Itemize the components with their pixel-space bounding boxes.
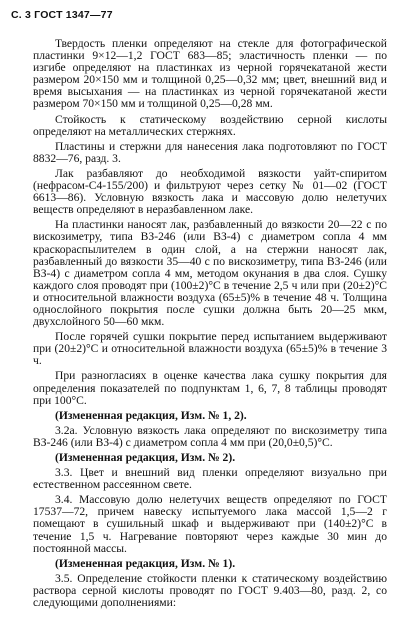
paragraph: 3.2а. Условную вязкость лака определяют по вискозиметру типа ВЗ-246 (или ВЗ-4) с диаметром сопла 4 мм при (20,0±0,5)°С.	[33, 423, 387, 449]
revision-note: (Измененная редакция, Изм. № 1).	[55, 556, 236, 570]
paragraph: Стойкость к статическому воздействию серной кислоты определяют на металлических стержнях.	[33, 112, 387, 138]
paragraph: 3.4. Массовую долю нелетучих веществ определяют по ГОСТ 17537—72, причем навеску испытуемого лака массой 1,5—2 г помещают в сушильный шкаф и выдерживают при (140±2)°С в течение 1,5 ч. Нагревание повторяют через каждые 30 мин до постоянной массы.	[33, 493, 387, 555]
paragraph: На пластинки наносят лак, разбавленный до вязкости 20—22 с по вискозиметру, типа ВЗ-246 (или ВЗ-4) с диаметром сопла 4 мм краскораспылителем в один слой, а на стержни наносят лак, разбавленный до вязкости 35—40 с по вискозиметру, типа ВЗ-246 (или ВЗ-4) с диаметром сопла 4 мм, методом окунания в два слоя. Сушку каждого слоя проводят при (100±2)°С в течение 2,5 ч или при (20±2)°С и относительной влажности воздуха (65±5)% в течение 48 ч. Толщина однослойного покрытия после сушки должна быть 20—25 мкм, двухслойного 50—60 мкм.	[33, 218, 387, 329]
document-body	[33, 38, 387, 612]
paragraph: Твердость пленки определяют на стекле для фотографической пластинки 9×12—1,2 ГОСТ 683—85; эластичность пленки — по изгибе определяют на пластинках из черной горячекатаной жести размером 20×150 мм и толщиной 0,25—0,32 мм; цвет, внешний вид и время высыхания — на пластинках из черной горячекатаной жести размером 70×150 мм и толщиной 0,25—0,28 мм.	[33, 37, 387, 111]
paragraph: 3.3. Цвет и внешний вид пленки определяют визуально при естественном рассеянном свете.	[33, 466, 387, 492]
revision-note: (Измененная редакция, Изм. № 1, 2).	[55, 408, 247, 422]
page-header: С. 3 ГОСТ 1347—77	[11, 9, 113, 21]
paragraph: При разногласиях в оценке качества лака сушку покрытия для определения показателей по подпунктам 1, 6, 7, 8 таблицы проводят при 100°С.	[33, 369, 387, 407]
paragraph: После горячей сушки покрытие перед испытанием выдерживают при (20±2)°С и относительной влажности воздуха (65±5)% в течение 3 ч.	[33, 330, 387, 368]
revision-note: (Измененная редакция, Изм. № 2).	[55, 451, 236, 464]
paragraph: 3.5. Определение стойкости пленки к статическому воздействию раствора серной кислоты проводят по ГОСТ 9.403—80, разд. 2, со следующими дополнениями:	[33, 571, 387, 610]
paragraph: Лак разбавляют до необходимой вязкости уайт-спиритом (нефрасом-С4-155/200) и фильтруют через сетку № 01—02 (ГОСТ 6613—86). Условную вязкость лака и массовую долю нелетучих веществ определяют в неразбавленном лаке.	[33, 166, 387, 217]
paragraph: Пластины и стержни для нанесения лака подготовляют по ГОСТ 8832—76, разд. 3.	[33, 139, 387, 165]
